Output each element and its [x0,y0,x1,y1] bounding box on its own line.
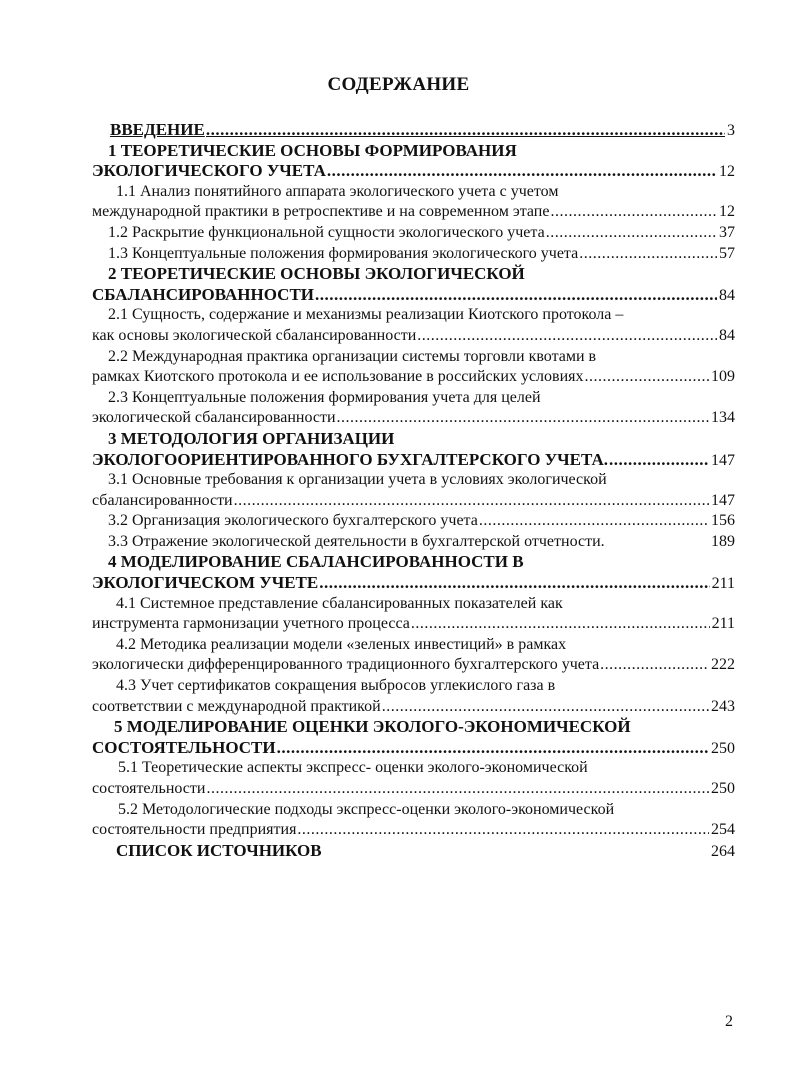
toc-line-text: 1.2 Раскрытие функциональной сущности экологического учета [108,223,545,241]
table-of-contents [92,120,735,861]
toc-line-text: 3.1 Основные требования к организации учета в условиях экологической [108,471,607,489]
toc-line [92,779,735,800]
toc-entry[interactable] [92,182,735,223]
toc-entry[interactable] [92,511,735,532]
toc-line [92,655,735,676]
toc-page-number: 147 [711,451,735,469]
toc-line-text: как основы экологической сбалансированности [92,326,417,344]
toc-page-number: 57 [719,244,735,262]
toc-line-text: СБАЛАНСИРОВАННОСТИ [92,284,315,304]
toc-line-text: 3.3 Отражение экологической деятельности в бухгалтерской отчетности. [108,532,605,550]
toc-page-number: 147 [711,491,735,509]
toc-line [92,202,735,223]
toc-line-text: СПИСОК ИСТОЧНИКОВ [116,840,322,860]
toc-line-text: ЭКОЛОГИЧЕСКОГО УЧЕТА [92,161,326,181]
toc-line-text: 4.2 Методика реализации модели «зеленых инвестиций» в рамках [116,635,567,653]
toc-line-text: состоятельности [92,780,206,797]
toc-entry[interactable] [92,141,735,182]
dot-leader [206,120,725,141]
toc-line [92,738,735,759]
toc-line-text: 4 МОДЕЛИРОВАНИЕ СБАЛАНСИРОВАННОСТИ В [108,552,524,572]
toc-entry[interactable] [92,532,735,553]
toc-entry[interactable] [92,717,735,758]
toc-page-number: 37 [719,223,735,241]
toc-line-text: СОСТОЯТЕЛЬНОСТИ [92,737,276,757]
toc-entry[interactable] [92,388,735,429]
page-number: 2 [725,1013,733,1030]
toc-line [92,511,735,532]
page-title: СОДЕРЖАНИЕ [327,74,470,95]
toc-entry[interactable] [92,120,735,141]
toc-entry[interactable] [92,800,735,841]
toc-line-text: международной практики в ретроспективе и на современном этапе [92,203,550,221]
toc-entry[interactable] [92,676,735,717]
dot-leader [327,161,717,182]
dot-leader [579,244,717,265]
toc-line [92,532,735,553]
toc-line [92,450,735,471]
toc-page-number: 134 [711,409,735,427]
toc-page-number: 109 [711,368,735,386]
dot-leader [382,697,709,718]
toc-line [92,244,735,265]
toc-line [92,388,735,409]
dot-leader [315,285,717,306]
toc-line-text: 1 ТЕОРЕТИЧЕСКИЕ ОСНОВЫ ФОРМИРОВАНИЯ [108,140,517,160]
toc-page-number: 250 [711,739,735,757]
toc-line-text: 5.2 Методологические подходы экспресс-оценки эколого-экономической [118,800,615,818]
toc-line-text: экологической сбалансированности [92,409,336,427]
toc-page-number: 264 [711,842,735,860]
toc-entry[interactable] [92,552,735,593]
dot-leader [411,614,710,635]
toc-page-number: 243 [711,697,735,715]
toc-page-number: 222 [711,656,735,674]
toc-entry[interactable] [92,305,735,346]
toc-line-text: сбалансированности [92,491,233,509]
toc-line [92,470,735,491]
toc-page-number: 250 [711,780,735,797]
toc-line-text: ЭКОЛОГООРИЕНТИРОВАННОГО БУХГАЛТЕРСКОГО УЧЕТА. [92,449,609,469]
toc-line [92,697,735,718]
toc-line [92,264,735,285]
toc-page-number: 3 [727,122,735,139]
toc-line-text: 2 ТЕОРЕТИЧЕСКИЕ ОСНОВЫ ЭКОЛОГИЧЕСКОЙ [108,264,525,284]
toc-line-text: инструмента гармонизации учетного процесса [92,615,410,633]
toc-line [92,841,735,862]
toc-line-text: 5.1 Теоретические аспекты экспресс- оценки эколого-экономической [118,759,588,777]
toc-line [92,820,735,841]
toc-line-text: 4.1 Системное представление сбалансированных показателей как [116,594,563,612]
toc-line [92,367,735,388]
toc-line [92,161,735,182]
dot-leader [417,326,717,347]
toc-line [92,594,735,615]
toc-line [92,676,735,697]
toc-line [92,347,735,368]
toc-line [92,800,735,821]
toc-page-number: 156 [711,512,735,530]
toc-line [92,141,735,162]
toc-page-number: 84 [719,326,735,344]
dot-leader [234,491,709,512]
toc-line-text: 3 МЕТОДОЛОГИЯ ОРГАНИЗАЦИИ [108,428,395,448]
toc-line-text: 1.1 Анализ понятийного аппарата экологического учета с учетом [116,182,559,200]
toc-line-text: состоятельности предприятия [92,821,297,839]
toc-entry[interactable] [92,635,735,676]
dot-leader [546,223,717,244]
dot-leader [337,408,709,429]
toc-line [92,120,735,141]
toc-page-number: 189 [711,532,735,550]
dot-leader [609,450,709,471]
toc-line-text: 1.3 Концептуальные положения формирования экологического учета [108,244,579,262]
toc-line-text: 3.2 Организация экологического бухгалтерского учета [108,512,478,530]
dot-leader [297,820,709,841]
toc-line [92,573,735,594]
dot-leader [479,511,709,532]
toc-page-number: 211 [711,615,735,633]
toc-page-number: 12 [719,203,735,221]
toc-line-text: 5 МОДЕЛИРОВАНИЕ ОЦЕНКИ ЭКОЛОГО-ЭКОНОМИЧЕСКОЙ [114,717,631,737]
dot-leader [585,367,709,388]
toc-line [92,408,735,429]
toc-entry[interactable] [92,470,735,511]
toc-line [92,552,735,573]
toc-entry[interactable] [92,244,735,265]
toc-line [92,758,735,779]
toc-line [92,326,735,347]
toc-line-text: ВВЕДЕНИЕ [110,120,205,139]
toc-page-number: 254 [711,821,735,839]
toc-line-text: ЭКОЛОГИЧЕСКОМ УЧЕТЕ [92,573,319,593]
toc-line [92,491,735,512]
toc-line-text: 2.3 Концептуальные положения формирования учета для целей [108,388,541,406]
toc-line [92,635,735,656]
toc-line [92,429,735,450]
toc-entry[interactable] [92,264,735,305]
dot-leader [550,202,717,223]
toc-entry[interactable] [92,429,735,470]
toc-line [92,614,735,635]
dot-leader [600,655,709,676]
toc-line [92,285,735,306]
toc-entry[interactable] [92,758,735,799]
toc-page-number: 12 [719,163,735,181]
toc-line-text: соответствии с международной практикой [92,697,381,715]
dot-leader [206,779,709,800]
toc-entry[interactable] [92,223,735,244]
toc-line-text: рамках Киотского протокола и ее использование в российских условиях [92,368,584,386]
toc-entry[interactable] [92,841,735,862]
toc-line-text: 2.2 Международная практика организации системы торговли квотами в [108,347,597,365]
toc-line-text: 2.1 Сущность, содержание и механизмы реализации Киотского протокола – [108,306,624,324]
toc-line [92,717,735,738]
toc-entry[interactable] [92,347,735,388]
toc-line [92,223,735,244]
toc-page-number: 84 [719,286,735,304]
dot-leader [277,738,709,759]
toc-line [92,182,735,203]
toc-page-number: 211 [711,575,735,593]
toc-line-text: экологически дифференцированного традиционного бухгалтерского учета [92,656,600,674]
dot-leader [319,573,709,594]
toc-entry[interactable] [92,594,735,635]
toc-line-text: 4.3 Учет сертификатов сокращения выбросов углекислого газа в [116,677,556,695]
toc-line [92,305,735,326]
